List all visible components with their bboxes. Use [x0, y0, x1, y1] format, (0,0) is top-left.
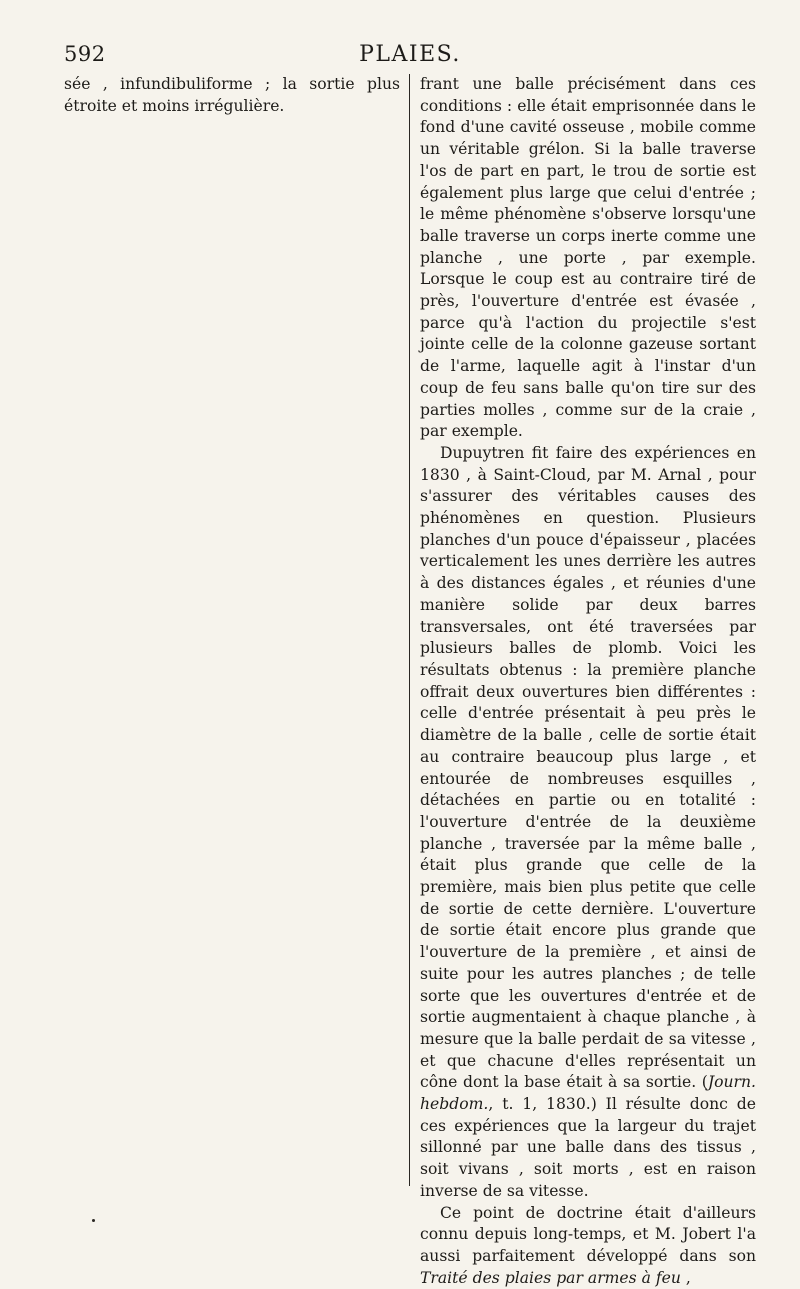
right-column [420, 74, 756, 1289]
left-column [64, 74, 400, 117]
paragraph-text: Ce point de doctrine était d'ailleurs connu depuis long-temps, et M. Jobert l'a aussi parfaitement développé dans son [420, 1203, 756, 1265]
paragraph: frant une balle précisément dans ces conditions : elle était emprisonnée dans le fond d'une cavité osseuse , mobile comme un véritable grélon. Si la balle traverse l'os de part en part, le trou de sortie est également plus large que celui d'entrée ; le même phénomène s'observe lorsqu'une balle traverse un corps inerte comme une planche , une porte , par exemple. Lorsque le coup est au contraire tiré de près, l'ouverture d'entrée est évasée , parce qu'à l'action du projectile s'est jointe celle de la colonne gazeuse sortant de l'arme, laquelle agit à l'instar d'un coup de feu sans balle qu'on tire sur des parties molles , comme sur de la craie , par exemple. [420, 75, 756, 441]
paragraph-text: , [680, 1268, 691, 1287]
book-title-italic: Traité des plaies par armes à feu [420, 1268, 681, 1287]
citation-italic: Journ. hebdom. [420, 1073, 756, 1114]
page-number: 592 [64, 42, 106, 66]
paragraph [420, 443, 756, 1203]
paragraph-text: Dupuytren fit faire des expériences en 1830 , à Saint-Cloud, par M. Arnal , pour s'assurer des véritables causes des phénomènes en question. Plusieurs planches d'un pouce d'épaisseur , placées verticalement les unes derrière les autres à des distances égales , et réunies d'une manière solide par deux barres transversales, ont été traversées par plusieurs balles de plomb. Voici les résultats obtenus : la première planche offrait deux ouvertures bien différentes : celle d'entrée présentait à peu près le diamètre de la balle , celle de sortie était au contraire beaucoup plus large , et entourée de nombreuses esquilles , détachées en partie ou en totalité : l'ouverture d'entrée de la deuxième planche , traversée par la même balle , était plus grande que celle de la première, mais bien plus petite que celle de sortie de cette dernière. L'ouverture de sortie était encore plus grande que l'ouverture de la première , et ainsi de suite pour les autres planches ; de telle sorte que les ouvertures d'entrée et de sortie augmentaient à chaque planche , à mesure que la balle perdait de sa vitesse , et que chacune d'elles représentait un cône dont la base était à sa sortie. ( [420, 443, 756, 1092]
text-columns [64, 74, 758, 1287]
paragraph-text: , t. 1, 1830.) Il résulte donc de ces expériences que la largeur du trajet sillonné par une balle dans des tissus , soit vivans , soit morts , est en raison inverse de sa vitesse. [420, 1095, 756, 1200]
column-divider [409, 74, 410, 1186]
page-header [64, 42, 756, 72]
paragraph [420, 1203, 756, 1289]
running-title: PLAIES. [359, 42, 461, 67]
paragraph: sée , infundibuliforme ; la sortie plus étroite et moins irrégulière. [64, 75, 400, 115]
ink-dot [92, 1219, 95, 1222]
